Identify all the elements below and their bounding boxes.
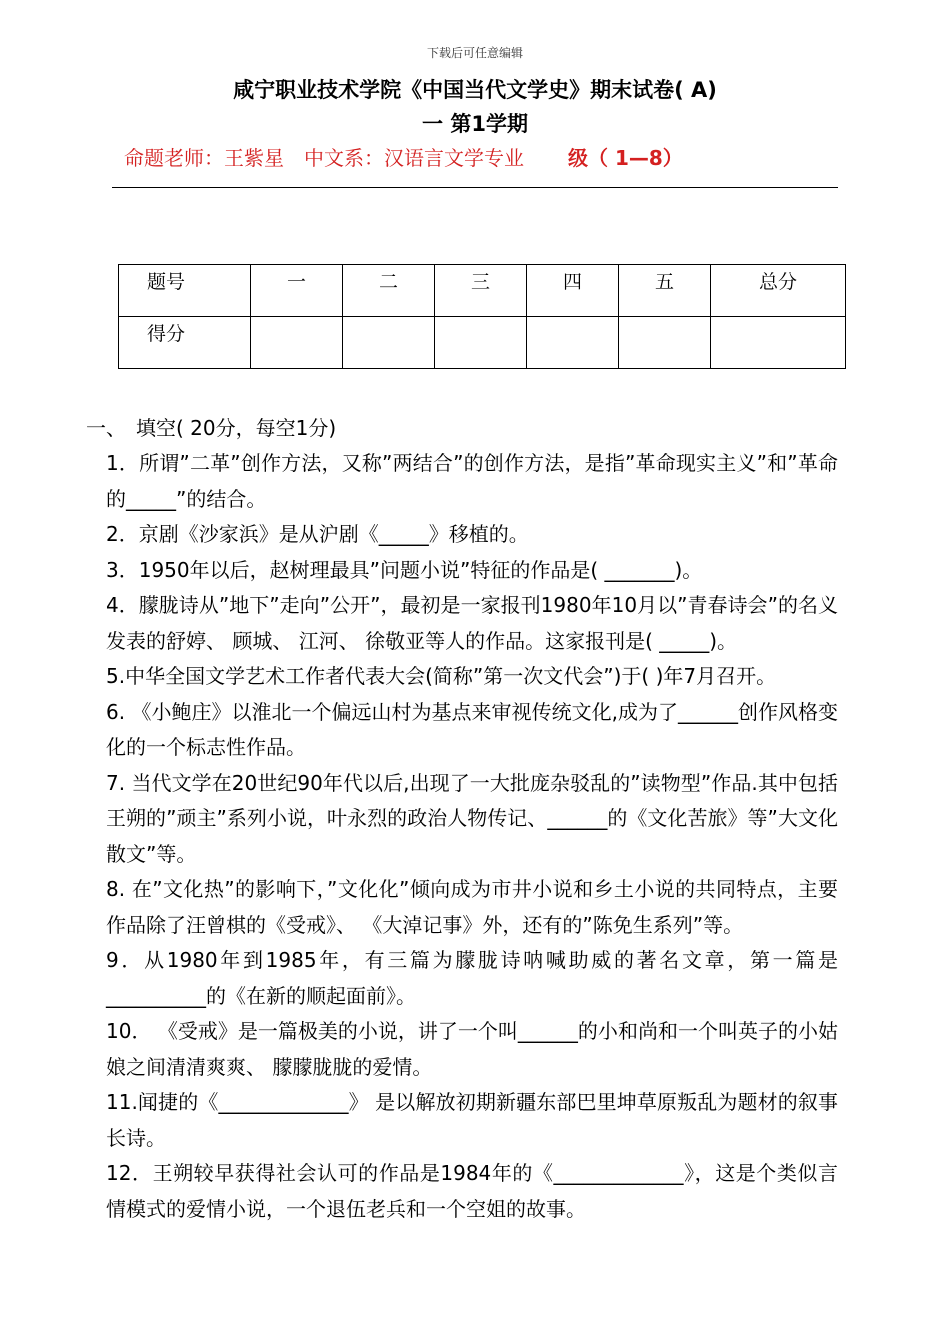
question-item: 4．朦胧诗从”地下”走向”公开”，最初是一家报刊1980年10月以”青春诗会”的名义发表的舒婷、 顾城、 江河、 徐敬亚等人的作品。这家报刊是( _____)。 (106, 593, 838, 653)
download-note: 下载后可任意编辑 (426, 46, 523, 60)
header-divider (112, 187, 838, 188)
question-item: 5.中华全国文学艺术工作者代表大会(简称”第一次文代会”)于( )年7月召开。 (106, 664, 777, 688)
question-item: 3．1950年以后，赵树理最具”问题小说”特征的作品是( _______)。 (106, 557, 703, 582)
score-cell (527, 317, 619, 369)
question-item: 11.闻捷的《_____________》 是以解放初期新疆东部巴里坤草原叛乱为题材的叙事长诗。 (106, 1090, 838, 1150)
question-item: 6. 《小鲍庄》以淮北一个偏远山村为基点来审视传统文化,成为了______创作风格变化的一个标志性作品。 (106, 699, 838, 759)
score-header-cell: 五 (619, 265, 711, 317)
question-item: 2．京剧《沙家浜》是从沪剧《_____》移植的。 (106, 522, 529, 546)
grade-info: 级（ 1—8） (568, 146, 683, 170)
score-cell (343, 317, 435, 369)
score-cell (619, 317, 711, 369)
score-header-label: 题号 (119, 265, 251, 317)
exam-meta (124, 142, 683, 171)
question-item: 8. 在”文化热”的影响下，”文化化”倾向成为市井小说和乡土小说的共同特点，主要作品除了汪曾棋的《受戒》、 《大淖记事》外，还有的”陈免生系列”等。 (106, 877, 838, 937)
score-cell (711, 317, 846, 369)
score-cell (251, 317, 343, 369)
exam-term: 一 第1学期 (422, 112, 528, 136)
question-item: 12．王朔较早获得社会认可的作品是1984年的《_____________》，这是个类似言情模式的爱情小说，一个退伍老兵和一个空姐的故事。 (106, 1161, 838, 1221)
score-table-header-row (119, 265, 846, 317)
score-header-cell: 二 (343, 265, 435, 317)
score-row-label: 得分 (119, 317, 251, 369)
question-list (106, 446, 838, 1227)
score-cell (435, 317, 527, 369)
score-header-cell: 总分 (711, 265, 846, 317)
score-header-cell: 三 (435, 265, 527, 317)
score-header-cell: 四 (527, 265, 619, 317)
exam-title: 咸宁职业技术学院《中国当代文学史》期末试卷( A) (233, 78, 717, 102)
score-header-cell: 一 (251, 265, 343, 317)
question-item: 10． 《受戒》是一篇极美的小说，讲了一个叫______的小和尚和一个叫英子的小姑娘之间清清爽爽、 朦朦胧胧的爱情。 (106, 1019, 838, 1079)
question-item: 1．所谓”二革”创作方法，又称”两结合”的创作方法，是指”革命现实主义”和”革命的_____”的结合。 (106, 451, 838, 511)
question-item: 9．从1980年到1985年，有三篇为朦胧诗呐喊助威的著名文章，第一篇是__________的《在新的顺起面前》。 (106, 948, 838, 1008)
score-table (118, 264, 846, 369)
teacher-dept-info: 命题老师：王紫星 中文系：汉语言文学专业 (124, 146, 524, 170)
question-item: 7. 当代文学在20世纪90年代以后,出现了一大批庞杂驳乱的”读物型”作品.其中包括王朔的”顽主”系列小说，叶永烈的政治人物传记、______的《文化苦旅》等”大文化散文”等。 (106, 770, 838, 866)
section-title: 一、 填空( 20分，每空1分) (86, 416, 337, 440)
score-table-score-row (119, 317, 846, 369)
